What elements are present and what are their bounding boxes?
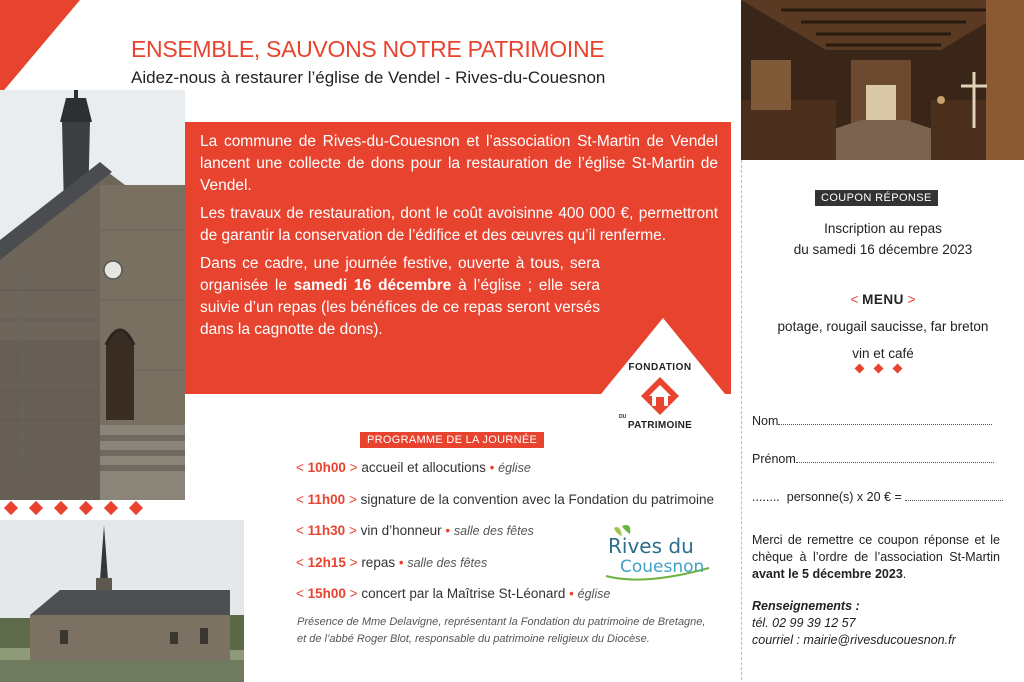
programme-item: < 12h15 > repas • salle des fêtes — [296, 554, 488, 570]
fondation-logo-line3: PATRIMOINE — [627, 420, 693, 431]
deadline: avant le 5 décembre 2023 — [752, 567, 903, 581]
programme-time: 12h15 — [307, 554, 346, 570]
fondation-house-icon — [640, 376, 680, 416]
contact-info — [752, 598, 1012, 649]
coupon-menu — [748, 286, 1018, 367]
prenom-field[interactable] — [752, 451, 994, 466]
persons-label: personne(s) x 20 € = — [786, 490, 902, 504]
contact-title: Renseignements : — [752, 599, 860, 613]
diamond-row-right — [856, 365, 901, 372]
programme-time: 11h30 — [307, 523, 346, 538]
programme-activity: signature de la convention avec la Fondation du patrimoine — [360, 491, 715, 507]
diamond-icon — [4, 501, 18, 515]
programme-place: église — [577, 587, 611, 601]
rives-du-couesnon-logo — [604, 522, 714, 582]
programme-time: 10h00 — [307, 460, 346, 475]
coupon-label: COUPON RÉPONSE — [815, 190, 938, 206]
diamond-icon — [104, 501, 118, 515]
diamond-icon — [79, 501, 93, 515]
programme-place: salle des fêtes — [407, 555, 488, 570]
menu-title: MENU — [862, 292, 904, 307]
total-line[interactable] — [905, 489, 1003, 501]
diamond-icon — [874, 364, 884, 374]
menu-line1: potage, rougail saucisse, far breton — [777, 319, 989, 334]
nom-label: Nom — [752, 414, 779, 428]
inscription-line1: Inscription au repas — [824, 221, 942, 236]
programme-item: < 11h30 > vin d’honneur • salle des fêtes — [296, 523, 534, 538]
prenom-line[interactable] — [796, 451, 994, 463]
nom-line[interactable] — [778, 413, 992, 425]
church-facade-photo — [0, 90, 185, 500]
photo-credit: © Rives-du-Couesnon Com. communication - novembre 2023 — [18, 274, 26, 467]
instructions-end: . — [902, 567, 907, 581]
diamond-icon — [54, 501, 68, 515]
programme-place: salle des fêtes — [453, 524, 534, 538]
inscription-line2: du samedi 16 décembre 2023 — [793, 242, 973, 257]
church-interior-photo — [741, 0, 1024, 160]
programme-time: 11h00 — [307, 491, 346, 507]
page-subtitle: Aidez-nous à restaurer l’église de Vendel - Rives-du-Couesnon — [131, 68, 606, 87]
presence-line2: et de l’abbé Roger Blot, responsable du patrimoine religieux du Diocèse. — [297, 633, 650, 645]
diamond-icon — [129, 501, 143, 515]
programme-activity: repas — [361, 554, 396, 570]
intro-paragraph-1: La commune de Rives-du-Couesnon et l’association St-Martin de Vendel lancent une collecte de dons pour la restauration de l’église St-Martin de Vendel. — [200, 133, 718, 194]
fondation-logo-line1: FONDATION — [628, 362, 692, 373]
fondation-patrimoine-logo — [605, 362, 715, 431]
intro-text — [200, 131, 718, 347]
coupon-inscription — [748, 218, 1018, 260]
nom-field[interactable] — [752, 413, 992, 428]
coupon-divider — [741, 160, 742, 680]
intro-paragraph-3 — [200, 253, 600, 341]
menu-line2: vin et café — [852, 346, 914, 361]
rives-logo-line1: Rives du — [608, 534, 694, 558]
presence-line1: Présence de Mme Delavigne, représentant la Fondation du patrimoine de Bretagne, — [297, 616, 706, 628]
persons-count-line[interactable]: ........ — [752, 490, 780, 504]
page-title: ENSEMBLE, SAUVONS NOTRE PATRIMOINE — [131, 36, 605, 62]
church-landscape-photo — [0, 520, 244, 682]
diamond-icon — [893, 364, 903, 374]
fondation-logo-line2: DU — [619, 414, 627, 420]
programme-place: église — [498, 461, 531, 475]
programme-item: < 11h00 > signature de la convention avec la Fondation du patrimoine — [296, 491, 715, 507]
intro-p3-start: Dans ce cadre, une journée festive, ouverte à tous, sera organisée le — [200, 255, 600, 294]
instructions-text: Merci de remettre ce coupon réponse et le chèque à l’ordre de l’association St-Martin — [752, 533, 1000, 564]
programme-item: < 10h00 > accueil et allocutions • église — [296, 460, 531, 475]
diamond-icon — [29, 501, 43, 515]
prenom-label: Prénom — [752, 452, 796, 466]
programme-activity: concert par la Maîtrise St-Léonard — [361, 586, 566, 601]
intro-p3-end: à l’église ; elle sera suivie d’un repas (les bénéfices de ce repas seront versés dans la cagnotte de dons). — [200, 277, 600, 338]
programme-activity: vin d’honneur — [360, 523, 442, 538]
contact-email[interactable]: courriel : mairie@rivesducouesnon.fr — [752, 633, 956, 647]
presence-note — [297, 614, 717, 648]
programme-item: < 15h00 > concert par la Maîtrise St-Léonard • église — [296, 586, 611, 601]
rives-logo-line2: Couesnon — [620, 557, 705, 577]
persons-field[interactable] — [752, 489, 1003, 504]
contact-phone: tél. 02 99 39 12 57 — [752, 616, 856, 630]
event-date: samedi 16 décembre — [293, 277, 452, 294]
menu-heading: < MENU > — [850, 292, 916, 307]
intro-paragraph-2: Les travaux de restauration, dont le coût avoisinne 400 000 €, permettront de garantir la conservation de l’édifice et des œuvres qu’il renferme. — [200, 205, 718, 244]
coupon-instructions — [752, 532, 1000, 583]
programme-activity: accueil et allocutions — [361, 460, 486, 475]
diamond-icon — [855, 364, 865, 374]
diamond-row-left — [6, 503, 141, 513]
programme-label: PROGRAMME DE LA JOURNÉE — [360, 432, 544, 448]
corner-triangle — [0, 0, 80, 95]
programme-time: 15h00 — [307, 586, 346, 601]
